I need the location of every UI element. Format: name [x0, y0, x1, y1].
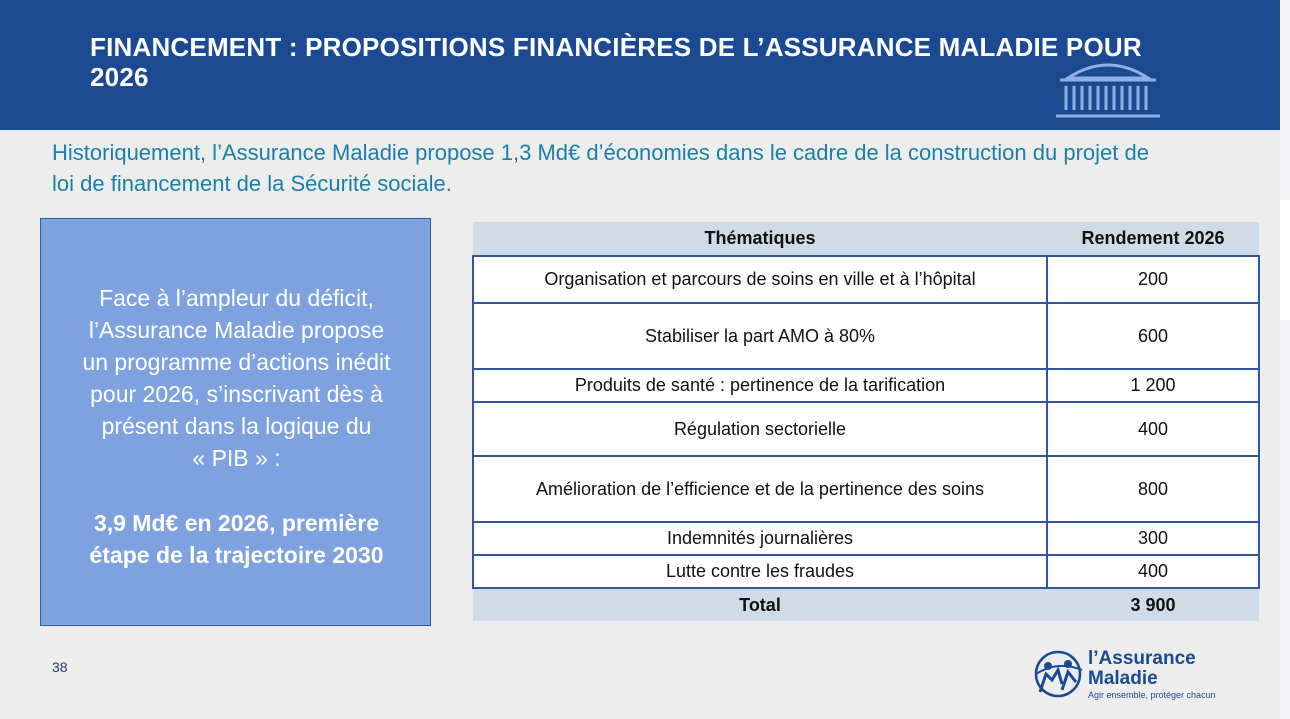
- row-value: 400: [1047, 402, 1259, 456]
- assurance-maladie-logo-icon: [1030, 640, 1086, 700]
- header-rendement: Rendement 2026: [1047, 222, 1259, 256]
- row-value: 800: [1047, 456, 1259, 522]
- table-row: [473, 402, 1259, 456]
- table-header-row: [473, 222, 1259, 256]
- row-theme: Indemnités journalières: [473, 522, 1047, 555]
- callout-box: [40, 218, 431, 626]
- assemblee-nationale-icon: [1050, 58, 1166, 124]
- row-value: 200: [1047, 256, 1259, 303]
- row-theme: Lutte contre les fraudes: [473, 555, 1047, 588]
- side-tab: [1280, 200, 1290, 320]
- total-label: Total: [473, 588, 1047, 621]
- header-thematiques: Thématiques: [473, 222, 1047, 256]
- callout-line: pour 2026, s’inscrivant dès à: [90, 381, 383, 407]
- callout-line: présent dans la logique du: [101, 413, 372, 439]
- row-value: 300: [1047, 522, 1259, 555]
- slide-title-line-1: FINANCEMENT : PROPOSITIONS FINANCIÈRES DE L’ASSURANCE MALADIE POUR: [90, 32, 1142, 62]
- callout-line: Face à l’ampleur du déficit,: [99, 285, 374, 311]
- row-value: 600: [1047, 303, 1259, 369]
- brand-name-line-1: l’Assurance: [1088, 648, 1196, 669]
- brand-tagline: Agir ensemble, protéger chacun: [1088, 690, 1216, 700]
- row-theme: Régulation sectorielle: [473, 402, 1047, 456]
- table-total-row: [473, 588, 1259, 621]
- row-theme: Produits de santé : pertinence de la tarification: [473, 369, 1047, 402]
- savings-table: [472, 222, 1258, 621]
- window-edge: [1280, 0, 1290, 719]
- row-theme: Organisation et parcours de soins en ville et à l’hôpital: [473, 256, 1047, 303]
- intro-line-2: loi de financement de la Sécurité sociale.: [52, 171, 452, 196]
- intro-line-1: Historiquement, l’Assurance Maladie propose 1,3 Md€ d’économies dans le cadre de la construction du projet de: [52, 140, 1149, 165]
- callout-highlight-line: 3,9 Md€ en 2026, première: [93, 510, 380, 536]
- page-number: 38: [52, 659, 68, 675]
- slide-title-line-2: 2026: [90, 62, 149, 92]
- table-row: [473, 369, 1259, 402]
- callout-highlight-line: étape de la trajectoire 2030: [89, 542, 384, 568]
- callout-line: un programme d’actions inédit: [82, 349, 391, 375]
- table-row: [473, 256, 1259, 303]
- callout-line: l’Assurance Maladie propose: [88, 317, 385, 343]
- table-row: [473, 303, 1259, 369]
- table-row: [473, 456, 1259, 522]
- row-value: 1 200: [1047, 369, 1259, 402]
- intro-paragraph: [52, 137, 1262, 199]
- table-row: [473, 555, 1259, 588]
- row-theme: Amélioration de l’efficience et de la pertinence des soins: [473, 456, 1047, 522]
- callout-text: [51, 282, 422, 474]
- callout-highlight: [51, 507, 422, 571]
- brand-name: [1088, 649, 1196, 689]
- brand-name-line-2: Maladie: [1088, 668, 1158, 689]
- row-theme: Stabiliser la part AMO à 80%: [473, 303, 1047, 369]
- total-value: 3 900: [1047, 588, 1259, 621]
- slide-header: [0, 0, 1280, 130]
- table-row: [473, 522, 1259, 555]
- callout-line: « PIB » :: [192, 445, 281, 471]
- assurance-maladie-logo: [1030, 640, 1230, 704]
- row-value: 400: [1047, 555, 1259, 588]
